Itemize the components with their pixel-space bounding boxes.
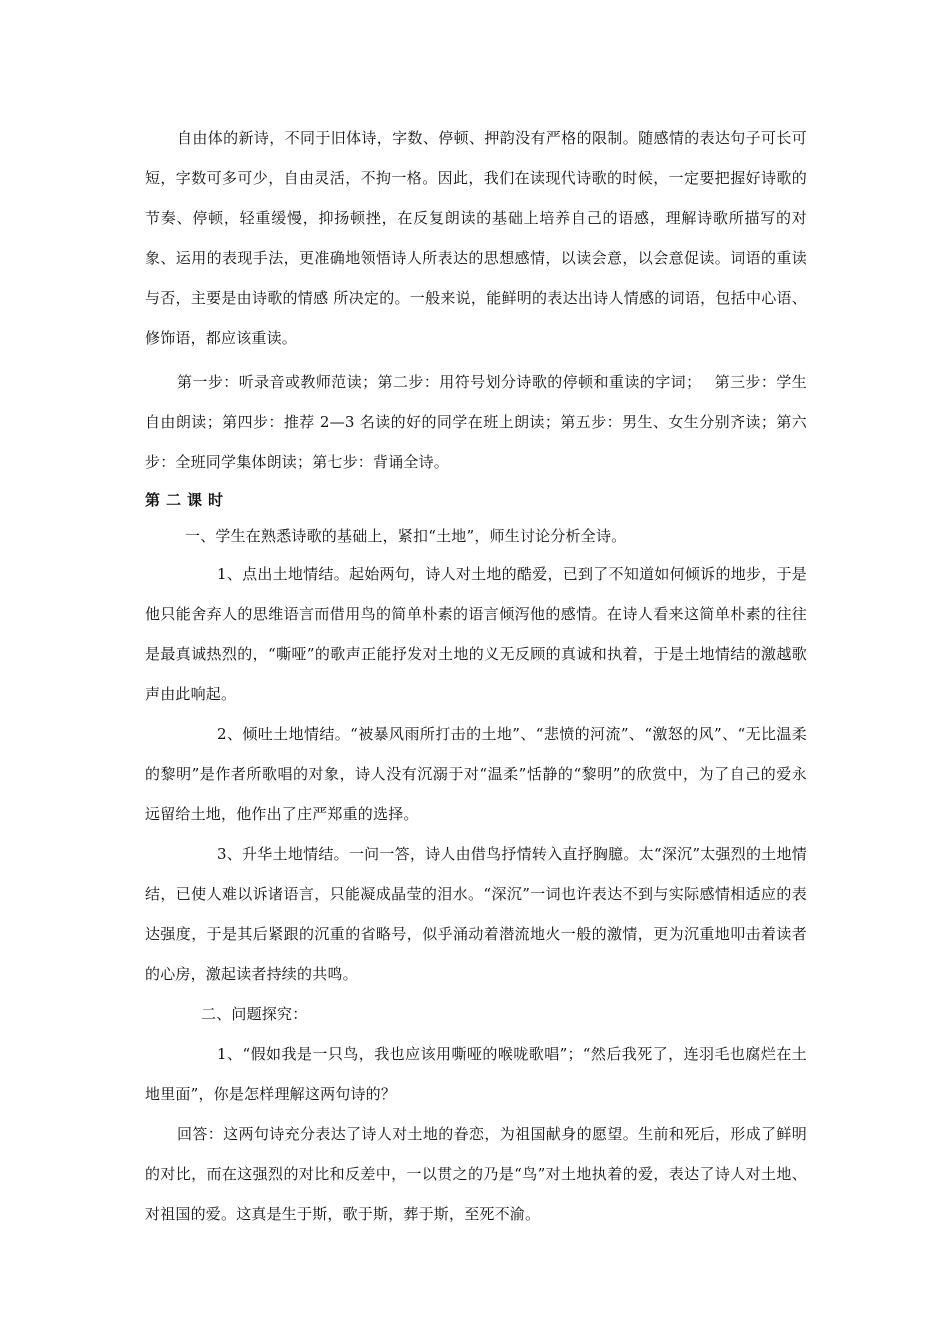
item-one: 1、点出土地情结。起始两句，诗人对土地的酷爱，已到了不知道如何倾诉的地步，于是他只能舍弃人的思维语言而借用鸟的简单朴素的语言倾泻他的感情。在诗人看来这简单朴素的往往是最真诚热烈的，“嘶哑”的歌声正能抒发对土地的义无反顾的真诚和执着，于是土地情结的激越歌声由此响起。 bbox=[145, 565, 807, 703]
section-heading: 第二课时 bbox=[145, 491, 230, 509]
paragraph-free-verse: 自由体的新诗，不同于旧体诗，字数、停顿、押韵没有严格的限制。随感情的表达句子可长可短，字数可多可少，自由灵活，不拘一格。因此，我们在读现代诗歌的时候，一定要把握好诗歌的节奏、停顿，轻重缓慢，抑扬顿挫，在反复朗读的基础上培养自己的语感，理解诗歌所描写的对象、运用的表现手法，更准确地领悟诗人所表达的思想感情，以读会意，以会意促读。词语的重读与否，主要是由诗歌的情感 所决定的。一般来说，能鲜明的表达出诗人情感的词语，包括中心语、修饰语，都应该重读。 bbox=[145, 129, 807, 347]
section-two-title: 二、问题探究： bbox=[201, 1005, 308, 1023]
item-three: 3、升华土地情结。一问一答，诗人由借鸟抒情转入直抒胸臆。太“深沉”太强烈的土地情结，已使人难以诉诸语言，只能凝成晶莹的泪水。“深沉”一词也许表达不到与实际感情相适应的表达强度，于是其后紧跟的沉重的省略号，似乎涌动着潜流地火一般的激情，更为沉重地叩击着读者的心房，激起读者持续的共鸣。 bbox=[145, 845, 807, 983]
answer-one: 回答：这两句诗充分表达了诗人对土地的眷恋，为祖国献身的愿望。生前和死后，形成了鲜明的对比，而在这强烈的对比和反差中，一以贯之的乃是“鸟”对土地执着的爱，表达了诗人对土地、对祖国的爱。这真是生于斯，歌于斯，葬于斯，至死不渝。 bbox=[145, 1125, 807, 1223]
section-one-title: 一、学生在熟悉诗歌的基础上，紧扣“土地”，师生讨论分析全诗。 bbox=[185, 527, 627, 545]
paragraph-reading-steps: 第一步：听录音或教师范读；第二步：用符号划分诗歌的停顿和重读的字词； 第三步：学生自由朗读；第四步：推荐 2—3 名读的好的同学在班上朗读；第五步：男生、女生分别齐读；第六步：全班同学集体朗读；第七步：背诵全诗。 bbox=[145, 373, 807, 471]
question-one: 1、“假如我是一只鸟，我也应该用嘶哑的喉咙歌唱”；“然后我死了，连羽毛也腐烂在土地里面”，你是怎样理解这两句诗的？ bbox=[145, 1045, 807, 1103]
item-two: 2、倾吐土地情结。“被暴风雨所打击的土地”、“悲愤的河流”、“激怒的风”、“无比温柔的黎明”是作者所歌唱的对象，诗人没有沉溺于对“温柔”恬静的“黎明”的欣赏中，为了自己的爱永远留给土地，他作出了庄严郑重的选择。 bbox=[145, 725, 807, 823]
document-page bbox=[145, 118, 807, 1234]
